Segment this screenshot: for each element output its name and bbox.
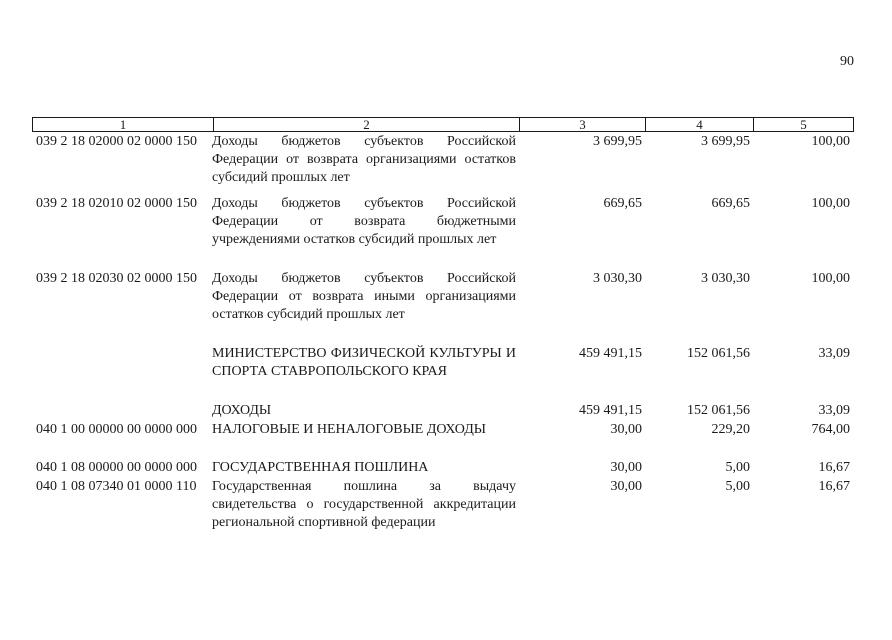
execution-percent: 16,67 xyxy=(818,479,850,494)
column-header-1: 1 xyxy=(119,117,127,132)
row-description: ГОСУДАРСТВЕННАЯ ПОШЛИНА xyxy=(212,460,429,475)
plan-amount: 30,00 xyxy=(610,460,642,475)
column-header-2: 2 xyxy=(363,117,370,132)
actual-amount: 3 030,30 xyxy=(701,271,750,286)
budget-code: 039 2 18 02000 02 0000 150 xyxy=(36,134,197,149)
actual-amount: 152 061,56 xyxy=(687,403,750,418)
actual-amount: 152 061,56 xyxy=(687,346,750,361)
plan-amount: 3 030,30 xyxy=(593,271,642,286)
row-description: Государственная пошлина за выдачу свидетельства о государственной аккредитации региональной спортивной федерации xyxy=(212,479,516,530)
column-header-5: 5 xyxy=(800,117,807,132)
row-description: МИНИСТЕРСТВО ФИЗИЧЕСКОЙ КУЛЬТУРЫ И СПОРТА СТАВРОПОЛЬСКОГО КРАЯ xyxy=(212,346,516,379)
budget-code: 040 1 00 00000 00 0000 000 xyxy=(36,422,197,437)
execution-percent: 33,09 xyxy=(818,403,850,418)
budget-code: 040 1 08 00000 00 0000 000 xyxy=(36,460,197,475)
plan-amount: 30,00 xyxy=(610,479,642,494)
row-description: Доходы бюджетов субъектов Российской Федерации от возврата бюджетными учреждениями остатков субсидий прошлых лет xyxy=(212,196,516,247)
plan-amount: 459 491,15 xyxy=(579,346,642,361)
execution-percent: 16,67 xyxy=(818,460,850,475)
budget-code: 040 1 08 07340 01 0000 110 xyxy=(36,479,197,494)
actual-amount: 5,00 xyxy=(725,479,750,494)
execution-percent: 100,00 xyxy=(811,196,850,211)
budget-code: 039 2 18 02010 02 0000 150 xyxy=(36,196,197,211)
execution-percent: 33,09 xyxy=(818,346,850,361)
budget-code: 039 2 18 02030 02 0000 150 xyxy=(36,271,197,286)
row-description: ДОХОДЫ xyxy=(212,403,272,418)
table-column-header xyxy=(32,117,854,132)
row-description: НАЛОГОВЫЕ И НЕНАЛОГОВЫЕ ДОХОДЫ xyxy=(212,422,486,437)
actual-amount: 3 699,95 xyxy=(701,134,750,149)
column-header-4: 4 xyxy=(696,117,703,132)
execution-percent: 100,00 xyxy=(811,271,850,286)
plan-amount: 459 491,15 xyxy=(579,403,642,418)
execution-percent: 100,00 xyxy=(811,134,850,149)
page-number: 90 xyxy=(840,54,854,69)
row-description: Доходы бюджетов субъектов Российской Федерации от возврата организациями остатков субсидий прошлых лет xyxy=(212,134,516,185)
actual-amount: 5,00 xyxy=(725,460,750,475)
column-header-3: 3 xyxy=(579,117,586,132)
plan-amount: 30,00 xyxy=(610,422,642,437)
actual-amount: 669,65 xyxy=(711,196,750,211)
plan-amount: 669,65 xyxy=(603,196,642,211)
row-description: Доходы бюджетов субъектов Российской Федерации от возврата иными организациями остатков субсидий прошлых лет xyxy=(212,271,516,322)
plan-amount: 3 699,95 xyxy=(593,134,642,149)
execution-percent: 764,00 xyxy=(811,422,850,437)
actual-amount: 229,20 xyxy=(711,422,750,437)
